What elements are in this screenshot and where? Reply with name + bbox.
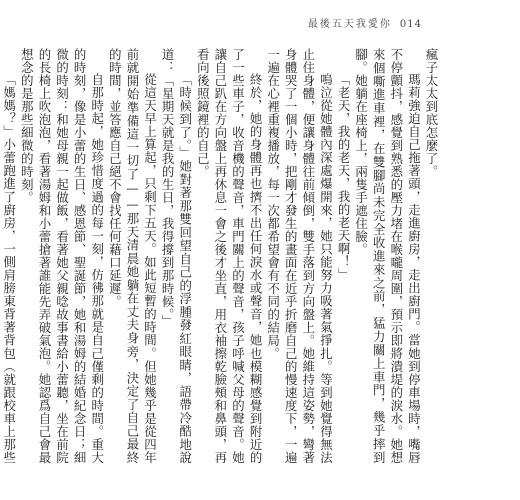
paragraph: 「時候到了。」她對著那雙回望自己的浮腫發紅眼睛，語帶冷酷地說道：「星期天就是我的生日，我得撐到那時候。」 [160,48,193,464]
body-text [0,48,440,464]
paragraph: 「老天，我的老天，我的老天啊！」 [336,72,352,281]
running-header [308,15,422,30]
paragraph: 嗚泣從她體內深處爆開來，她只能努力吸著氣掙扎。等到她覺得無法止住身體，便讓身體往前傾倒，雙手落到方向盤上。她維持這姿勢，彎著身體哭了一個小時，把剛才發生的畫面在近乎折磨自己的慢速度下，一遍一遍在心裡重複播放，每一次都希望會有不同的結局。 [265,48,334,464]
book-title: 最後五天我愛你 [307,19,392,30]
page-number: 014 [399,19,422,30]
paragraph: 終於，她的身體再也擠不出任何淚水或聲音，她也模糊感覺到附近的了一些車子，收音機的聲音，車門關上的聲音，孩子呼喊父母的聲音。她讓自己趴在方向盤上再休息一會之後才坐直，用衣袖擦乾臉頰和鼻頭，再看向後照鏡裡的自己。 [195,48,264,464]
paragraph: 瑪莉強迫自己拖著頭，走進廚房，走出廚門。當她到停車場時，嘴唇不停顫抖，感覺到熟悉的壓力堵在喉嚨周圍，預示即將潰堤的淚水。她想來個嘶進車裡，在雙腳尚未完全收進來之前，猛力關上車門，幾乎摔到腳。她躺在座椅上，兩隻手遮住臉。 [353,48,422,464]
paragraph: 瘋子太太到底怎麼了。 [424,48,439,178]
paragraph: 自那時起，她珍惜度過的每一刻，仿彿那就是自己僅剩的時間。重大的時刻，像是小蕾的生日、感恩節、聖誕節，她和湯姆的結婚紀念日；細微的時刻：和她母親一起做飯，看著她父親唸故事書給小蕾聽，坐在前院的長椅上吹泡泡，看著湯姆和小蕾搶著誰能先弄破氣泡。她認爲自己會最想念的是那些細微的時刻。 [19,48,105,464]
paragraph: 「媽媽？」小蕾跑進了廚房，一側肩膀東背著背包（就跟校車上那些 [1,72,17,464]
paragraph: 從這天早上算起，只剩下五天。如此短暫的時間。但她幾乎是從四年前就開始準備這一切了——那天清晨她躺在丈夫身旁，決定了自己最終的時間，並答應自己絕不會找任何藉口延遲。 [107,48,158,464]
